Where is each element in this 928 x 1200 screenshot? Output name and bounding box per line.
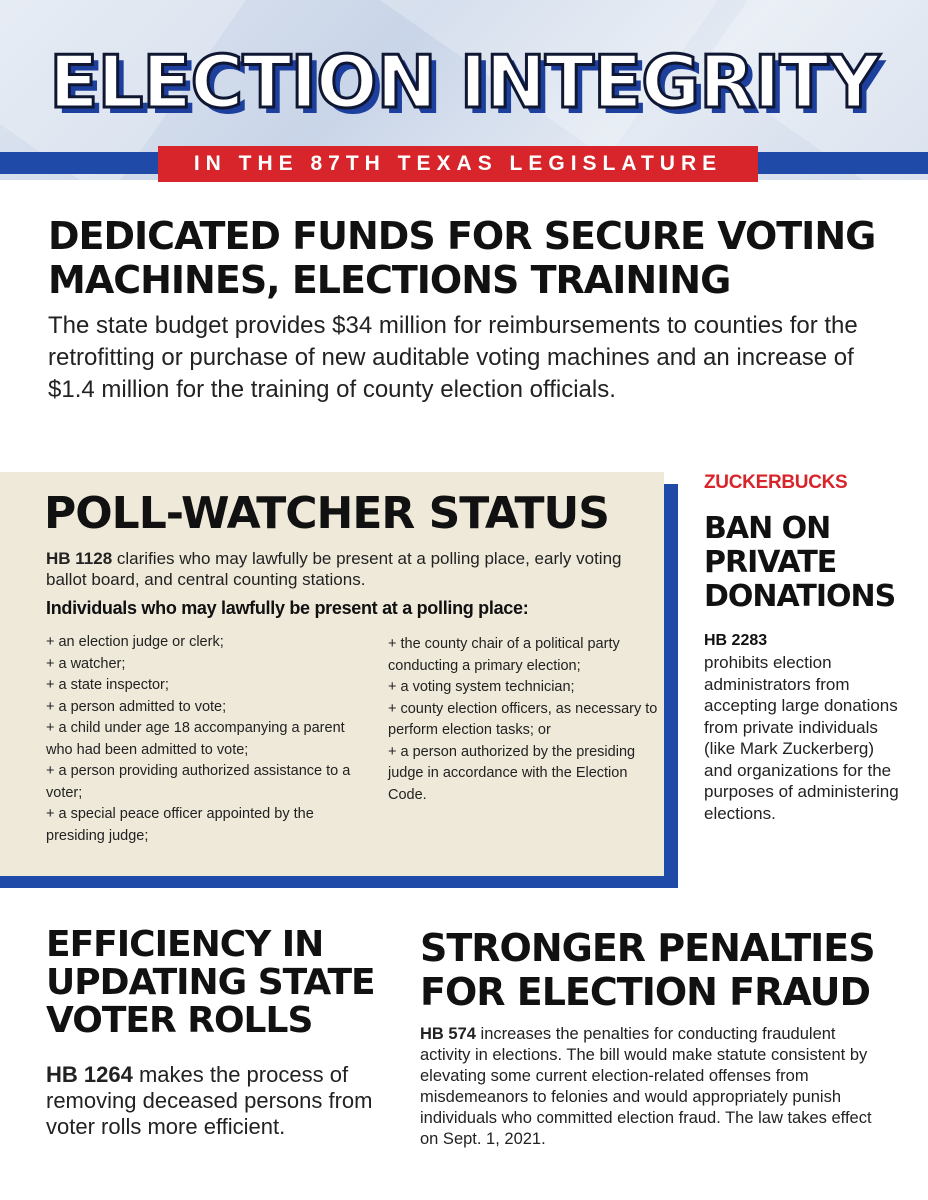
page-title: ELECTION INTEGRITY xyxy=(49,40,879,124)
penalties-body xyxy=(420,1024,890,1150)
penalties-heading xyxy=(420,926,910,1014)
poll-watcher-subheading: Individuals who may lawfully be present at a polling place: xyxy=(46,598,529,618)
list-item: + an election judge or clerk; xyxy=(46,634,224,650)
poll-watcher-bill: HB 1128 xyxy=(46,549,113,568)
zuckerbucks-tag: ZUCKERBUCKS xyxy=(704,472,848,493)
efficiency-heading: EFFICIENCY IN UPDATING STATE VOTER ROLLS xyxy=(46,924,375,1041)
funds-heading-line2: MACHINES, ELECTIONS TRAINING xyxy=(48,258,731,302)
funds-body: The state budget provides $34 million for reimbursements to counties for the retrofitting or purchase of new auditable voting machines and an increase of $1.4 million for the training of county election officials. xyxy=(48,312,858,403)
list-item: + a special peace officer appointed by the presiding judge; xyxy=(46,806,314,844)
list-item: + a voting system technician; xyxy=(388,679,575,695)
list-item: + a state inspector; xyxy=(46,677,169,693)
zuckerbucks-bill: HB 2283 xyxy=(704,632,768,649)
list-item: + the county chair of a political party conducting a primary election; xyxy=(388,636,620,674)
poll-watcher-list-left xyxy=(46,632,366,847)
list-item: + a person authorized by the presiding judge in accordance with the Election Code. xyxy=(388,743,636,803)
efficiency-bill: HB 1264 xyxy=(46,1062,133,1087)
list-item: + a person admitted to vote; xyxy=(46,698,227,715)
zuckerbucks-heading: BAN ON PRIVATE DONATIONS xyxy=(704,511,896,614)
funds-heading xyxy=(48,214,908,302)
list-item: + a watcher; xyxy=(46,655,126,672)
penalties-bill: HB 574 xyxy=(420,1025,476,1043)
poll-watcher-list-right xyxy=(388,634,658,806)
list-item: + county election officers, as necessary to perform election tasks; or xyxy=(388,700,658,738)
penalties-heading-line2: FOR ELECTION FRAUD xyxy=(420,970,871,1014)
zuckerbucks-body: prohibits election administrators from accepting large donations from private individuals (like Mark Zuckerberg) and organizations for the purposes of administering elections. xyxy=(704,653,899,823)
efficiency-body xyxy=(46,1062,386,1140)
list-item: + a person providing authorized assistance to a voter; xyxy=(46,763,351,801)
penalties-body-text: increases the penalties for conducting fraudulent activity in elections. The bill would make statute consistent by elevating some current election-related offenses from misdemeanors to felonies and would appropriately punish individuals who committed election fraud. The law takes effect on Sept. 1, 2021. xyxy=(420,1025,872,1148)
list-item: + a child under age 18 accompanying a parent who had been admitted to vote; xyxy=(46,720,345,758)
poll-watcher-intro xyxy=(46,548,646,590)
efficiency-body-text: makes the process of removing deceased persons from voter rolls more efficient. xyxy=(46,1062,373,1139)
header-subtitle: IN THE 87TH TEXAS LEGISLATURE xyxy=(158,146,758,182)
funds-heading-line1: DEDICATED FUNDS FOR SECURE VOTING xyxy=(48,214,876,258)
poll-watcher-intro-text: clarifies who may lawfully be present at a polling place, early voting ballot board, and central counting stations. xyxy=(46,549,622,589)
poll-watcher-heading: POLL-WATCHER STATUS xyxy=(44,488,609,539)
penalties-heading-line1: STRONGER PENALTIES xyxy=(420,926,875,970)
